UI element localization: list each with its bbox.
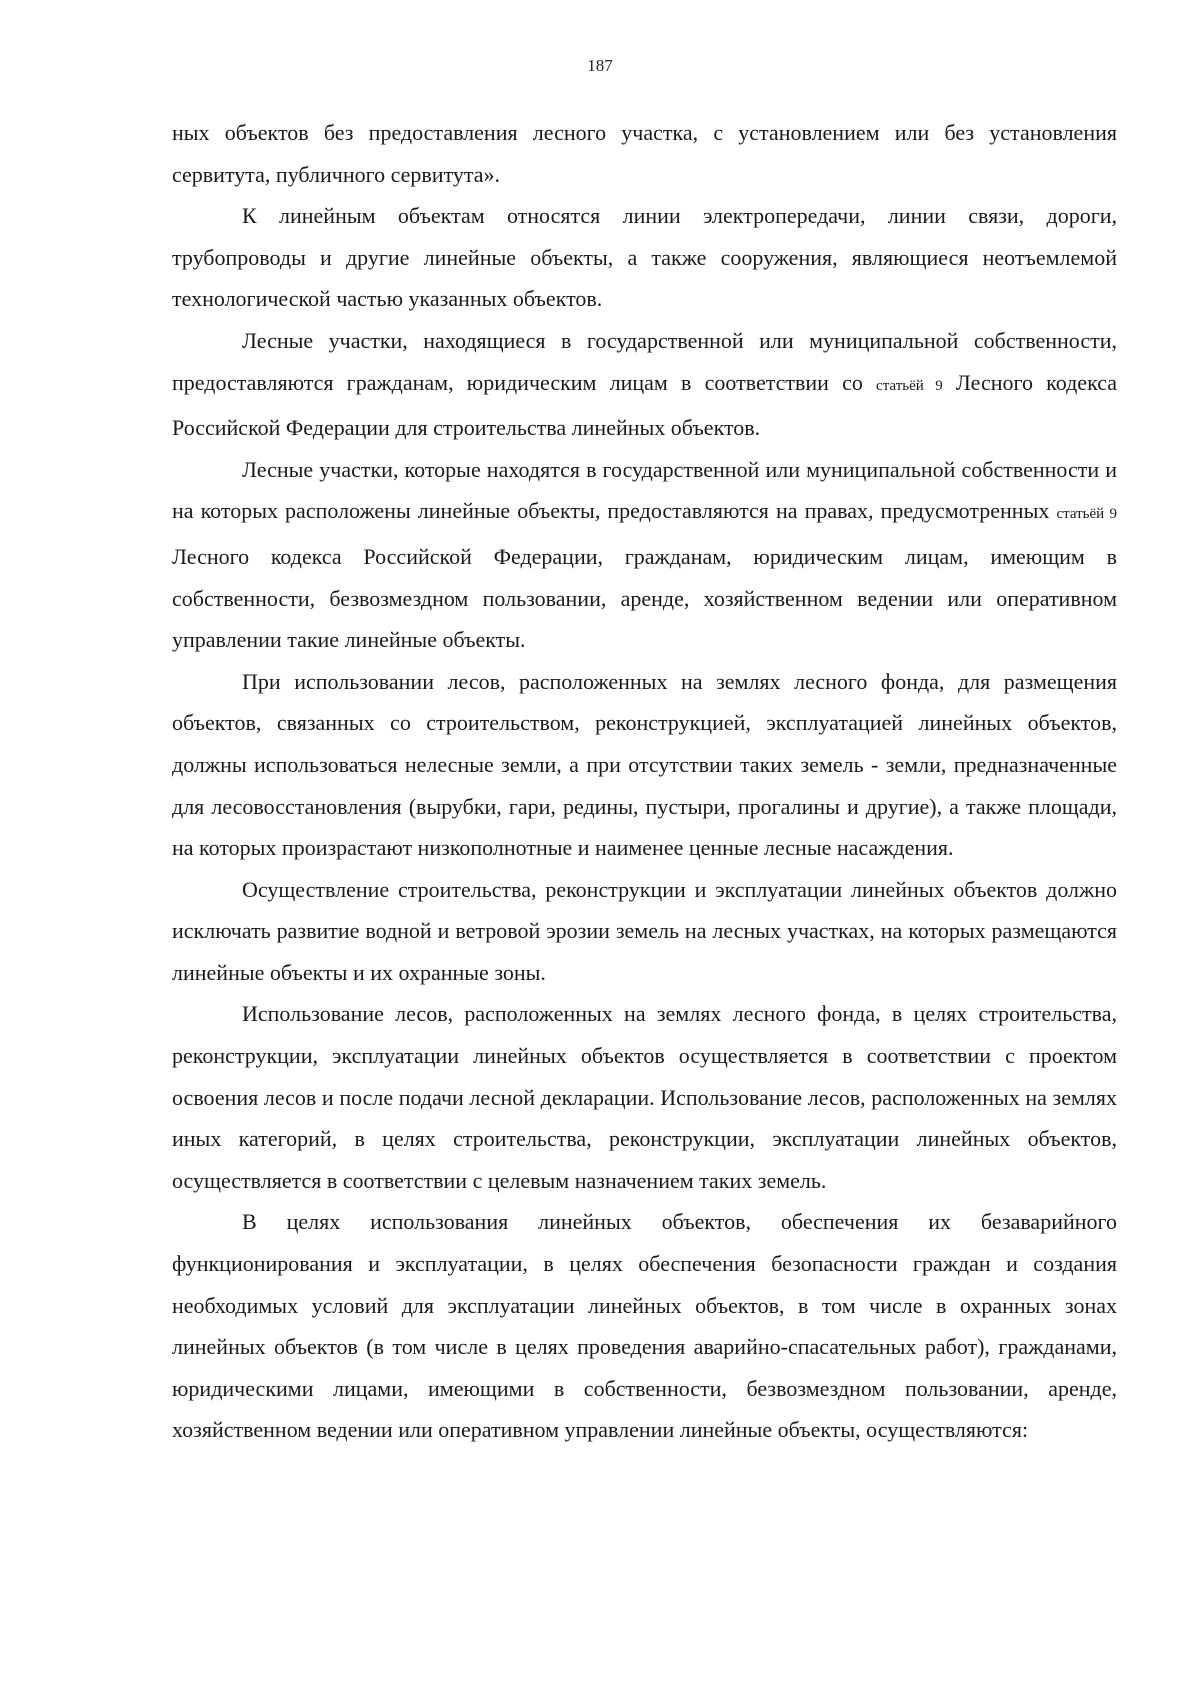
paragraph-text: При использовании лесов, расположенных на землях лесного фонда, для размещения объектов, связанных со строительством, реконструкцией, эксплуатацией линейных объектов, должны использоваться нелесные земли, а при отсутствии таких земель - земли, предназначенные для лесовосстановления (вырубки, гари, редины, пустыри, прогалины и другие), а также площади, на которых произрастают низкополнотные и наименее ценные лесные насаждения. [172, 668, 1117, 861]
paragraph-text: Осуществление строительства, реконструкции и эксплуатации линейных объектов должно исключать развитие водной и ветровой эрозии земель на лесных участках, на которых размещаются линейные объекты и их охранные зоны. [172, 876, 1117, 985]
paragraph-text: Лесные участки, находящиеся в государственной или муниципальной собственности, предоставляются гражданам, юридическим лицам в соответствии со [172, 327, 1117, 395]
article-reference: статьёй 9 [1056, 506, 1118, 523]
paragraph-text: ных объектов без предоставления лесного участка, с установлением или без установления сервитута, публичного сервитута». [172, 120, 1117, 187]
paragraph [172, 993, 1117, 1201]
paragraph-text: В целях использования линейных объектов, обеспечения их безаварийного функционирования и эксплуатации, в целях обеспечения безопасности граждан и создания необходимых условий для эксплуатации линейных объектов, в том числе в охранных зонах линейных объектов (в том числе в целях проведения аварийно-спасательных работ), гражданами, юридическими лицами, имеющими в собственности, безвозмездном пользовании, аренде, хозяйственном ведении или оперативном управлении линейные объекты, осуществляются: [172, 1209, 1117, 1443]
paragraph [172, 869, 1117, 994]
paragraph-text: Лесного кодекса Российской Федерации, гражданам, юридическим лицам, имеющим в собственности, безвозмездном пользовании, аренде, хозяйственном ведении или оперативном управлении такие линейные объекты. [172, 543, 1117, 653]
paragraph [172, 112, 1117, 195]
paragraph-text: Использование лесов, расположенных на землях лесного фонда, в целях строительства, реконструкции, эксплуатации линейных объектов осуществляется в соответствии с проектом освоения лесов и после подачи лесной декларации. Использование лесов, расположенных на землях иных категорий, в целях строительства, реконструкции, эксплуатации линейных объектов, осуществляется в соответствии с целевым назначением таких земель. [172, 1001, 1117, 1193]
paragraph-text: Лесного кодекса Российской Федерации для строительства линейных объектов. [172, 369, 1118, 441]
page-number: 187 [587, 56, 613, 75]
paragraph [172, 195, 1117, 320]
paragraph [172, 449, 1117, 661]
body-text [172, 112, 1117, 1451]
paragraph [172, 1201, 1117, 1451]
paragraph [172, 320, 1117, 449]
paragraph [172, 661, 1117, 869]
paragraph-text: Лесные участки, которые находятся в государственной или муниципальной собственности и на которых расположены линейные объекты, предоставляются на правах, предусмотренных [172, 456, 1117, 524]
article-reference: статьёй 9 [876, 377, 943, 394]
paragraph-text: К линейным объектам относятся линии электропередачи, линии связи, дороги, трубопроводы и другие линейные объекты, а также сооружения, являющиеся неотъемлемой технологической частью указанных объектов. [172, 203, 1117, 312]
